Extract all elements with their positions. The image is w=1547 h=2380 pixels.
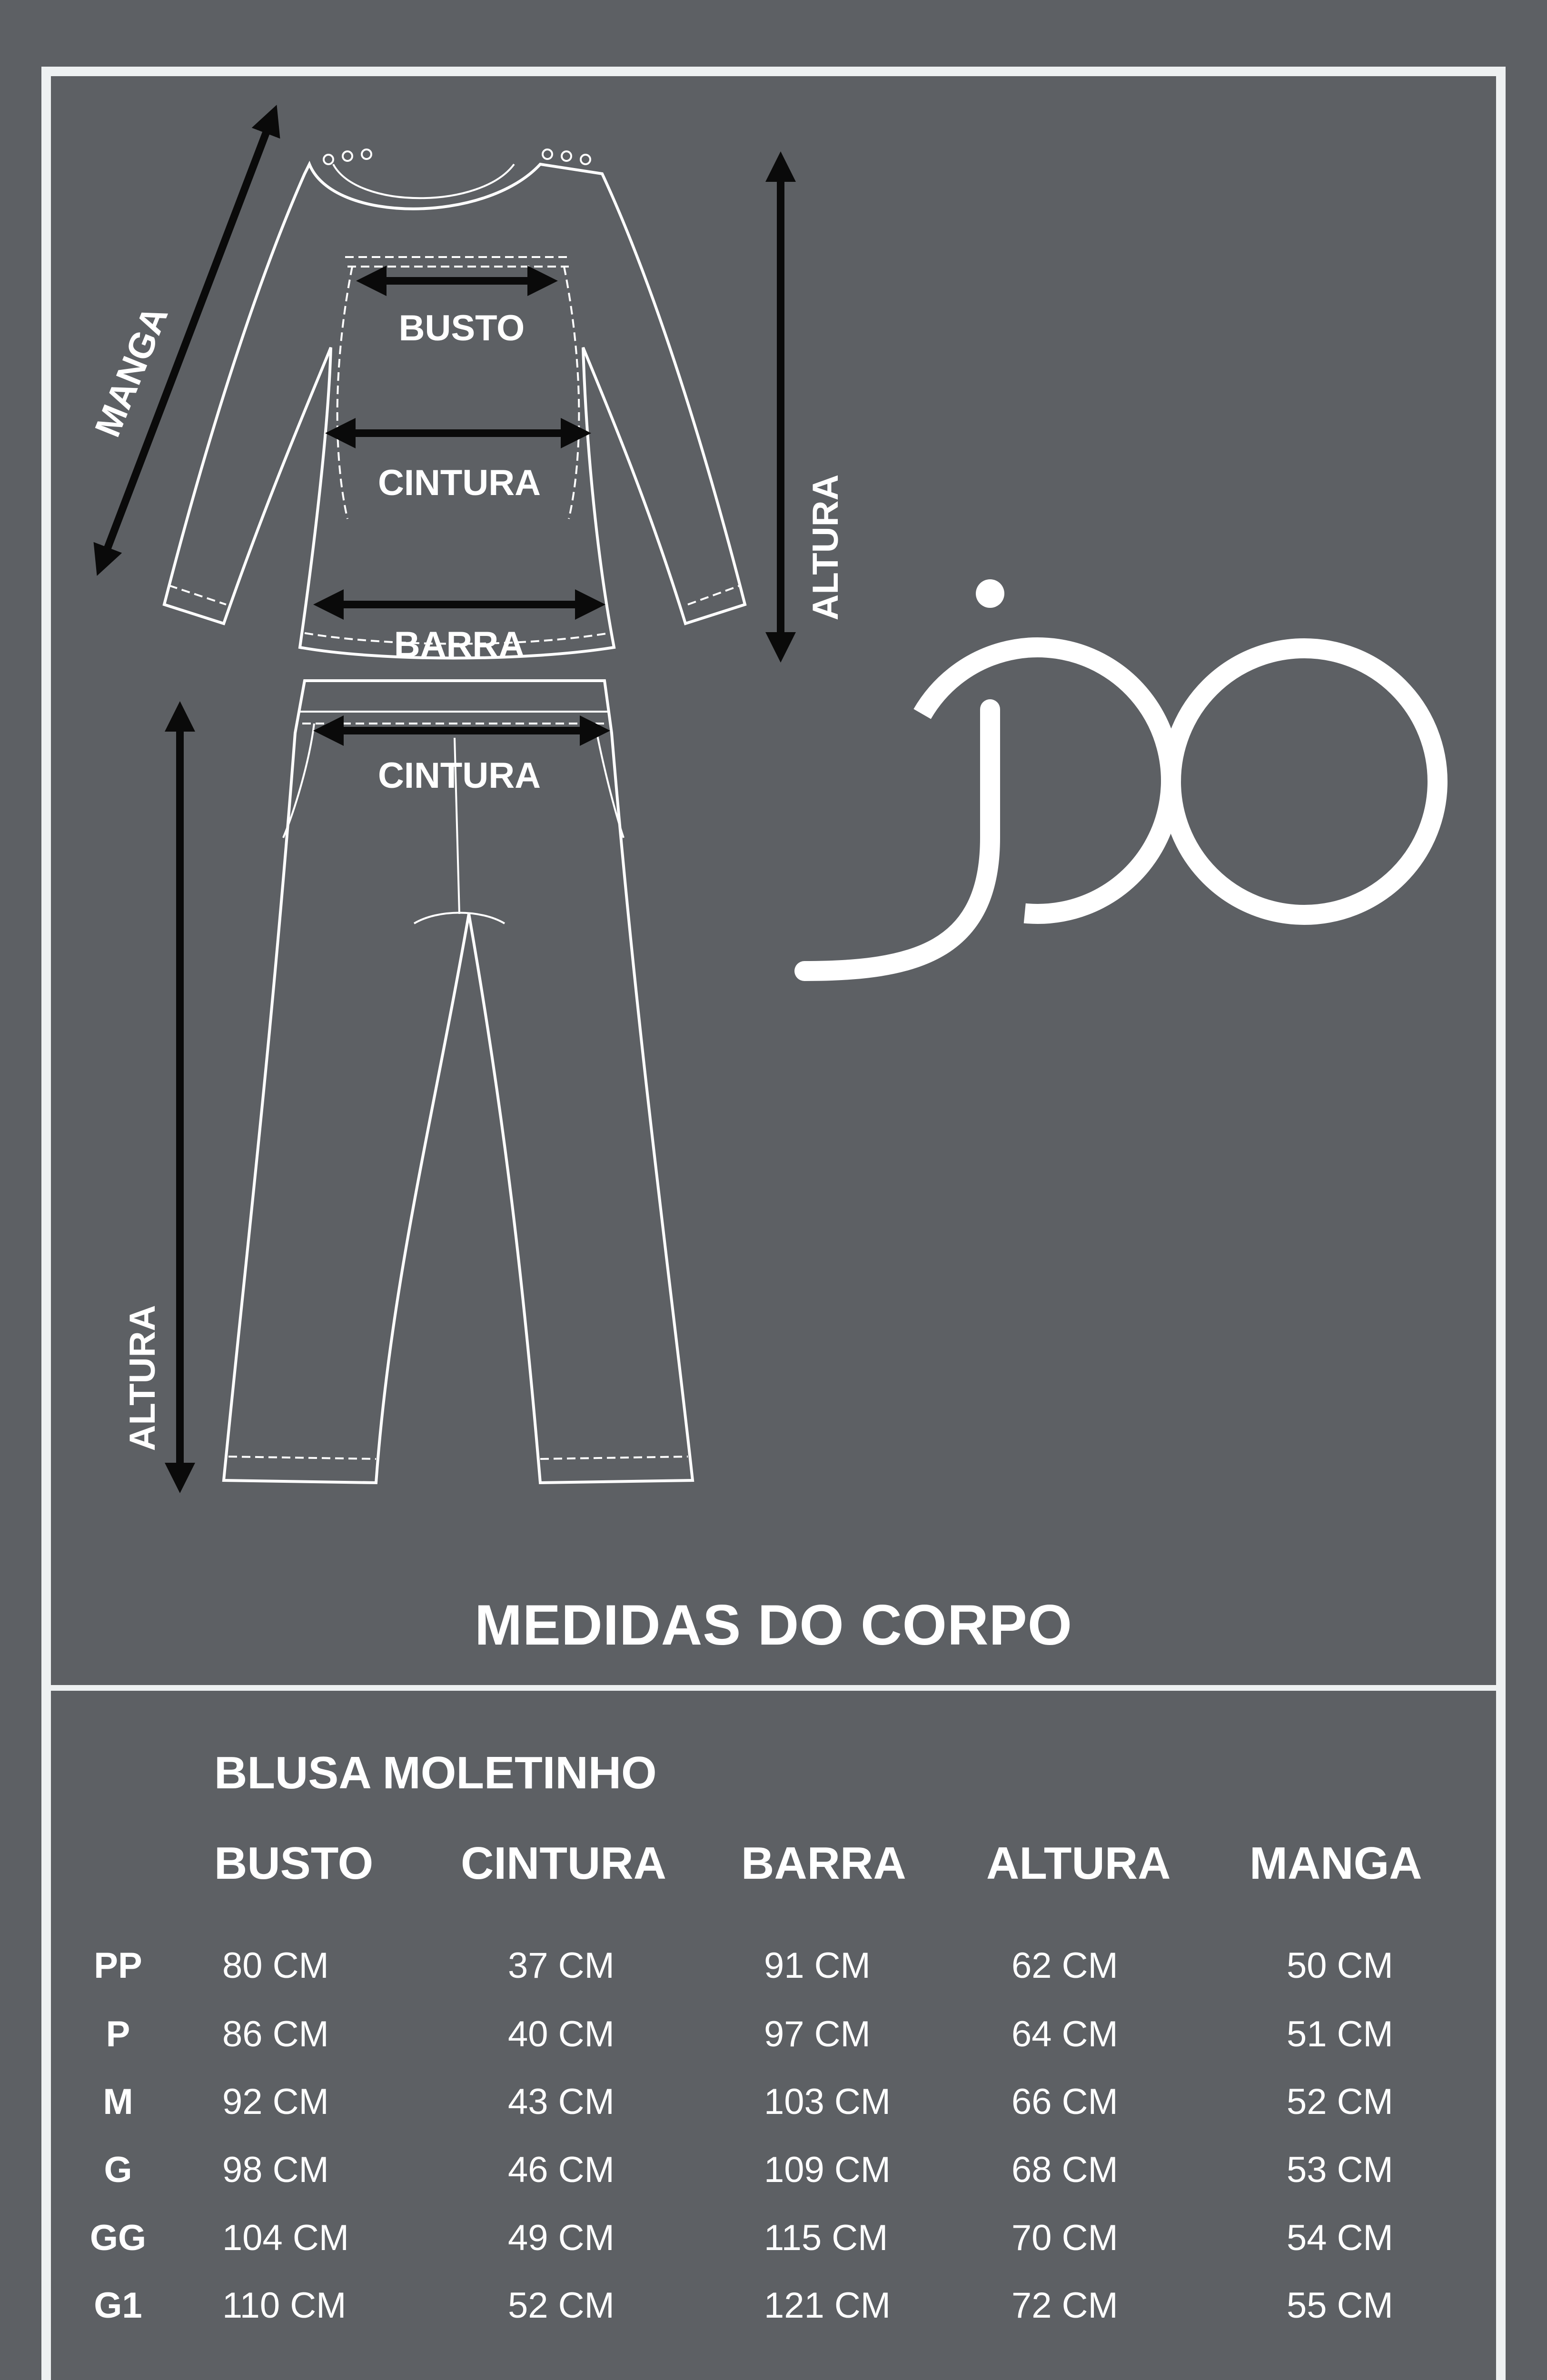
blusa-size: G: [104, 2150, 132, 2190]
altura-pants-label: ALTURA: [122, 1305, 163, 1451]
blusa-cell: 43 CM: [508, 2082, 615, 2122]
blusa-cell: 62 CM: [1012, 1945, 1118, 1986]
blusa-cell: 80 CM: [222, 1945, 329, 1986]
blusa-header-cintura: CINTURA: [461, 1838, 666, 1889]
blusa-cell: 50 CM: [1287, 1945, 1393, 1986]
blusa-size: G1: [94, 2285, 142, 2326]
logo-dot: [976, 579, 1004, 608]
blusa-cell: 49 CM: [508, 2218, 615, 2258]
blusa-cell: 103 CM: [764, 2082, 891, 2122]
altura-top-label: ALTURA: [805, 474, 846, 621]
blusa-header-barra: BARRA: [741, 1838, 906, 1889]
blusa-cell: 72 CM: [1012, 2285, 1118, 2326]
manga-label: MANGA: [87, 300, 176, 443]
barra-label: BARRA: [394, 625, 525, 665]
blusa-size: GG: [89, 2218, 147, 2258]
busto-label: BUSTO: [398, 308, 525, 348]
blusa-size: PP: [94, 1945, 142, 1986]
logo-ring: [1171, 648, 1438, 915]
logo-j-stroke: [804, 709, 990, 971]
blusa-cell: 86 CM: [222, 2014, 329, 2054]
blusa-cell: 52 CM: [1287, 2082, 1393, 2122]
blusa-size: P: [106, 2014, 130, 2054]
page-title: MEDIDAS DO CORPO: [474, 1593, 1073, 1657]
blusa-header-busto: BUSTO: [214, 1838, 374, 1889]
section-divider: [41, 1685, 1506, 1691]
blusa-cell: 110 CM: [222, 2285, 347, 2326]
blusa-cell: 54 CM: [1287, 2218, 1393, 2258]
blusa-cell: 51 CM: [1287, 2014, 1393, 2054]
blusa-cell: 68 CM: [1012, 2150, 1118, 2190]
blusa-cell: 66 CM: [1012, 2082, 1118, 2122]
blusa-cell: 92 CM: [222, 2082, 329, 2122]
shoulder-buttons: [324, 149, 590, 164]
blusa-cell: 55 CM: [1287, 2285, 1393, 2326]
blusa-cell: 109 CM: [764, 2150, 891, 2190]
blusa-cell: 115 CM: [764, 2218, 888, 2258]
cintura-top-label: CINTURA: [378, 463, 541, 503]
blusa-cell: 70 CM: [1012, 2218, 1118, 2258]
jo-logo: [804, 579, 1438, 971]
blusa-size: M: [103, 2082, 133, 2122]
blusa-cell: 37 CM: [508, 1945, 615, 1986]
cintura-pants-label: CINTURA: [378, 755, 541, 796]
blusa-cell: 121 CM: [764, 2285, 891, 2326]
blusa-cell: 104 CM: [222, 2218, 349, 2258]
blusa-section-title: BLUSA MOLETINHO: [214, 1747, 657, 1798]
blusa-cell: 46 CM: [508, 2150, 615, 2190]
blusa-cell: 91 CM: [764, 1945, 871, 1986]
blusa-cell: 64 CM: [1012, 2014, 1118, 2054]
blusa-cell: 53 CM: [1287, 2150, 1393, 2190]
blusa-header-manga: MANGA: [1250, 1838, 1422, 1889]
sweatshirt-outline: [164, 164, 745, 658]
blusa-cell: 52 CM: [508, 2285, 615, 2326]
blusa-cell: 40 CM: [508, 2014, 615, 2054]
blusa-cell: 98 CM: [222, 2150, 329, 2190]
blusa-cell: 97 CM: [764, 2014, 871, 2054]
pants-outline: [224, 681, 693, 1483]
blusa-header-altura: ALTURA: [986, 1838, 1171, 1889]
